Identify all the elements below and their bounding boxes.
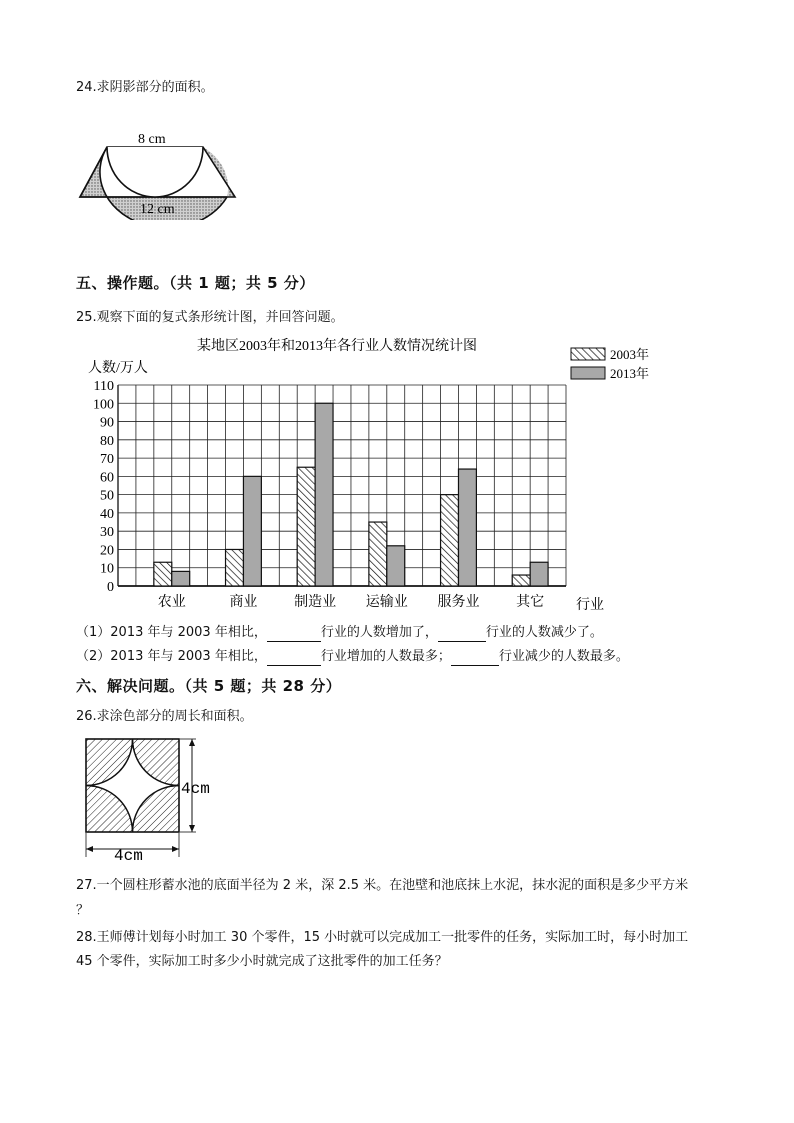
y-tick-label: 80: [100, 433, 114, 449]
y-axis-label: 人数/万人: [88, 361, 148, 376]
top-length-label: 8 cm: [138, 132, 166, 147]
legend-label-2003: 2003年: [610, 347, 650, 362]
y-tick-label: 100: [93, 397, 114, 413]
bar-2003-3: [369, 522, 387, 586]
x-category-label: 服务业: [437, 595, 480, 610]
part-2-suffix: 行业减少的人数最多。: [498, 649, 629, 664]
question-25-text: 25.观察下面的复式条形统计图，并回答问题。: [76, 310, 344, 325]
bar-2013-5: [530, 562, 548, 586]
bar-2003-2: [297, 467, 315, 586]
section-6-heading: 六、解决问题。（共 5 题；共 28 分）: [76, 677, 342, 695]
side-length-label: 4cm: [181, 780, 210, 798]
answer-blank-decrease[interactable]: [438, 627, 486, 642]
answer-blank-most-increase[interactable]: [267, 651, 321, 666]
part-2-prefix: （2）2013 年与 2003 年相比，: [76, 649, 267, 664]
question-27-line-2: ？: [76, 903, 90, 918]
question-25-part-1: [76, 624, 603, 642]
x-category-labels: [158, 593, 544, 610]
y-tick-label: 20: [100, 543, 114, 559]
x-category-label: 其它: [516, 595, 545, 610]
answer-blank-most-decrease[interactable]: [451, 651, 499, 666]
bar-2013-1: [243, 476, 261, 586]
part-1-prefix: （1）2013 年与 2003 年相比，: [76, 625, 267, 640]
question-26-text: 26.求涂色部分的周长和面积。: [76, 709, 253, 724]
y-tick-label: 110: [93, 379, 114, 394]
bottom-length-label: 12 cm: [140, 202, 175, 217]
legend: [571, 347, 649, 381]
bar-2013-0: [172, 571, 190, 586]
legend-label-2013: 2013年: [610, 366, 650, 381]
x-category-label: 制造业: [294, 595, 337, 610]
bar-2003-5: [512, 575, 530, 586]
y-tick-label: 40: [100, 506, 114, 522]
y-tick-label: 90: [100, 415, 114, 431]
trapezoid-semicircle-figure: [70, 125, 250, 220]
bar-chart: [70, 332, 690, 617]
square-quarter-circles-figure: [80, 733, 250, 863]
x-category-label: 商业: [229, 595, 258, 610]
question-24-text: 24.求阴影部分的面积。: [76, 80, 214, 95]
y-tick-label: 60: [100, 470, 114, 486]
question-28-line-2: 45 个零件，实际加工时多少小时就完成了这批零件的加工任务？: [76, 954, 448, 969]
y-tick-label: 10: [100, 561, 114, 577]
x-category-label: 运输业: [365, 595, 408, 610]
bar-2003-4: [441, 495, 459, 586]
part-1-middle: 行业的人数增加了，: [320, 625, 438, 640]
legend-swatch-2013: [571, 367, 605, 379]
y-tick-label: 30: [100, 525, 114, 541]
question-28-line-1: 28.王师傅计划每小时加工 30 个零件，15 小时就可以完成加工一批零件的任务，实际加工时，每小时加工: [76, 930, 689, 945]
y-tick-labels: [93, 379, 114, 595]
bar-2003-0: [154, 562, 172, 586]
bar-2003-1: [226, 549, 244, 586]
question-25-part-2: [76, 648, 629, 666]
chart-grid: [118, 385, 566, 586]
y-tick-label: 50: [100, 488, 114, 504]
y-tick-label: 70: [100, 452, 114, 468]
chart-title: 某地区2003年和2013年各行业人数情况统计图: [197, 339, 477, 354]
x-axis-label: 行业: [576, 598, 604, 613]
x-category-label: 农业: [157, 595, 186, 610]
bottom-length-label: 4cm: [114, 847, 143, 863]
y-tick-label: 0: [107, 580, 114, 595]
part-1-suffix: 行业的人数减少了。: [485, 625, 603, 640]
bar-2013-2: [315, 403, 333, 586]
bar-2013-3: [387, 546, 405, 586]
answer-blank-increase[interactable]: [267, 627, 321, 642]
question-27-line-1: 27.一个圆柱形蓄水池的底面半径为 2 米，深 2.5 米。在池壁和池底抹上水泥，抹水泥的面积是多少平方米: [76, 878, 689, 893]
legend-swatch-2003: [571, 348, 605, 360]
semicircle: [107, 147, 203, 197]
bar-2013-4: [458, 469, 476, 586]
part-2-middle: 行业增加的人数最多；: [320, 649, 451, 664]
section-5-heading: 五、操作题。（共 1 题；共 5 分）: [76, 274, 315, 292]
